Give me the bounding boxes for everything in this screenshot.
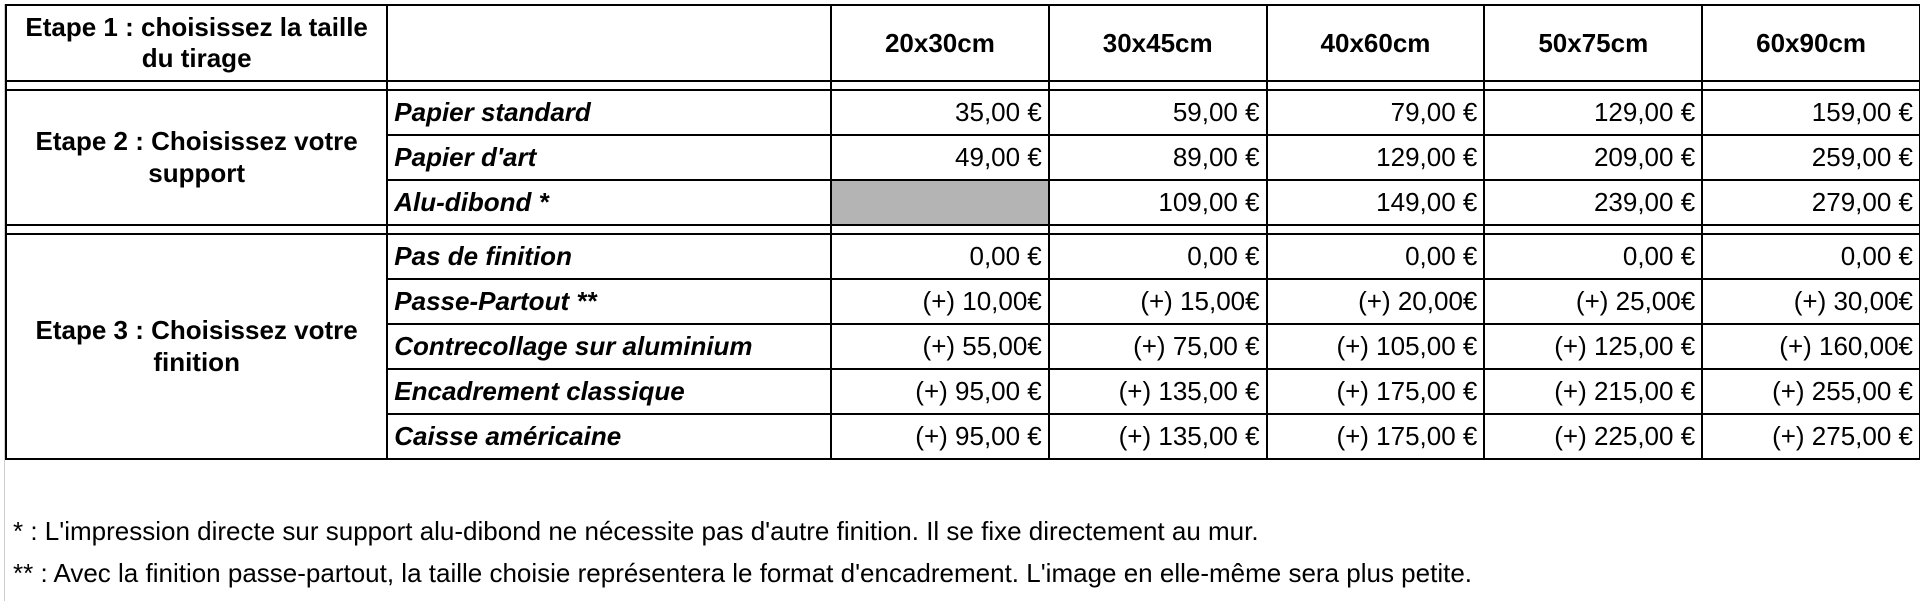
finish-label[interactable]: Passe-Partout ** [387, 279, 831, 324]
price-cell[interactable]: (+) 225,00 € [1484, 414, 1702, 459]
separator-cell [387, 81, 831, 90]
separator-cell [1702, 225, 1920, 234]
price-cell[interactable]: 159,00 € [1702, 90, 1920, 135]
price-cell[interactable]: 79,00 € [1267, 90, 1485, 135]
price-cell[interactable]: 239,00 € [1484, 180, 1702, 225]
price-cell[interactable]: 0,00 € [1702, 234, 1920, 279]
price-cell[interactable]: (+) 30,00€ [1702, 279, 1920, 324]
size-header[interactable]: 50x75cm [1484, 5, 1702, 81]
separator-cell [1267, 225, 1485, 234]
price-cell[interactable]: (+) 275,00 € [1702, 414, 1920, 459]
price-cell[interactable]: (+) 10,00€ [831, 279, 1049, 324]
size-header[interactable]: 20x30cm [831, 5, 1049, 81]
price-cell[interactable]: 0,00 € [1049, 234, 1267, 279]
finish-label[interactable]: Contrecollage sur aluminium [387, 324, 831, 369]
price-cell[interactable]: (+) 95,00 € [831, 369, 1049, 414]
price-cell[interactable]: 59,00 € [1049, 90, 1267, 135]
header-empty-cell[interactable] [387, 5, 831, 81]
price-cell[interactable]: (+) 135,00 € [1049, 414, 1267, 459]
footnote-alu-dibond[interactable]: * : L'impression directe sur support alu-dibond ne nécessite pas d'autre finition. Il se fixe directement au mur. [13, 516, 1259, 546]
finish-label[interactable]: Caisse américaine [387, 414, 831, 459]
support-label[interactable]: Papier standard [387, 90, 831, 135]
step2-label[interactable]: Etape 2 : Choisissez votre support [6, 90, 387, 225]
price-cell[interactable]: 279,00 € [1702, 180, 1920, 225]
support-label[interactable]: Papier d'art [387, 135, 831, 180]
price-cell[interactable]: 35,00 € [831, 90, 1049, 135]
separator-cell [1049, 81, 1267, 90]
separator-cell [387, 225, 831, 234]
unavailable-cell[interactable] [831, 180, 1049, 225]
price-cell[interactable]: (+) 75,00 € [1049, 324, 1267, 369]
price-cell[interactable]: 0,00 € [1484, 234, 1702, 279]
separator-cell [1049, 225, 1267, 234]
step3-label[interactable]: Etape 3 : Choisissez votre finition [6, 234, 387, 459]
footnotes [13, 516, 1472, 600]
separator-cell [1484, 225, 1702, 234]
price-cell[interactable]: 89,00 € [1049, 135, 1267, 180]
table-row [6, 234, 1920, 279]
price-cell[interactable]: (+) 95,00 € [831, 414, 1049, 459]
finish-label[interactable]: Encadrement classique [387, 369, 831, 414]
price-cell[interactable]: 259,00 € [1702, 135, 1920, 180]
price-table [5, 4, 1920, 460]
step1-label[interactable]: Etape 1 : choisissez la taille du tirage [6, 5, 387, 81]
spreadsheet-sheet [4, 4, 1920, 601]
separator-row [6, 81, 1920, 90]
size-header[interactable]: 30x45cm [1049, 5, 1267, 81]
price-cell[interactable]: (+) 175,00 € [1267, 369, 1485, 414]
price-cell[interactable]: 129,00 € [1267, 135, 1485, 180]
separator-cell [831, 225, 1049, 234]
price-cell[interactable]: (+) 160,00€ [1702, 324, 1920, 369]
price-cell[interactable]: (+) 125,00 € [1484, 324, 1702, 369]
price-cell[interactable]: (+) 55,00€ [831, 324, 1049, 369]
separator-cell [1484, 81, 1702, 90]
price-cell[interactable]: (+) 215,00 € [1484, 369, 1702, 414]
price-cell[interactable]: (+) 105,00 € [1267, 324, 1485, 369]
price-cell[interactable]: 149,00 € [1267, 180, 1485, 225]
size-header[interactable]: 60x90cm [1702, 5, 1920, 81]
price-cell[interactable]: 49,00 € [831, 135, 1049, 180]
header-row [6, 5, 1920, 81]
price-cell[interactable]: 0,00 € [831, 234, 1049, 279]
price-cell[interactable]: (+) 255,00 € [1702, 369, 1920, 414]
price-cell[interactable]: (+) 15,00€ [1049, 279, 1267, 324]
table-row [6, 90, 1920, 135]
price-cell[interactable]: 0,00 € [1267, 234, 1485, 279]
finish-label[interactable]: Pas de finition [387, 234, 831, 279]
separator-cell [831, 81, 1049, 90]
separator-cell [6, 81, 387, 90]
separator-cell [6, 225, 387, 234]
price-cell[interactable]: (+) 135,00 € [1049, 369, 1267, 414]
size-header[interactable]: 40x60cm [1267, 5, 1485, 81]
footnote-passe-partout[interactable]: ** : Avec la finition passe-partout, la taille choisie représentera le format d'encadrement. L'image en elle-même sera plus petite. [13, 558, 1472, 589]
price-cell[interactable]: (+) 175,00 € [1267, 414, 1485, 459]
separator-row [6, 225, 1920, 234]
support-label[interactable]: Alu-dibond * [387, 180, 831, 225]
price-cell[interactable]: 109,00 € [1049, 180, 1267, 225]
separator-cell [1702, 81, 1920, 90]
price-cell[interactable]: 209,00 € [1484, 135, 1702, 180]
price-cell[interactable]: 129,00 € [1484, 90, 1702, 135]
price-cell[interactable]: (+) 25,00€ [1484, 279, 1702, 324]
price-cell[interactable]: (+) 20,00€ [1267, 279, 1485, 324]
separator-cell [1267, 81, 1485, 90]
